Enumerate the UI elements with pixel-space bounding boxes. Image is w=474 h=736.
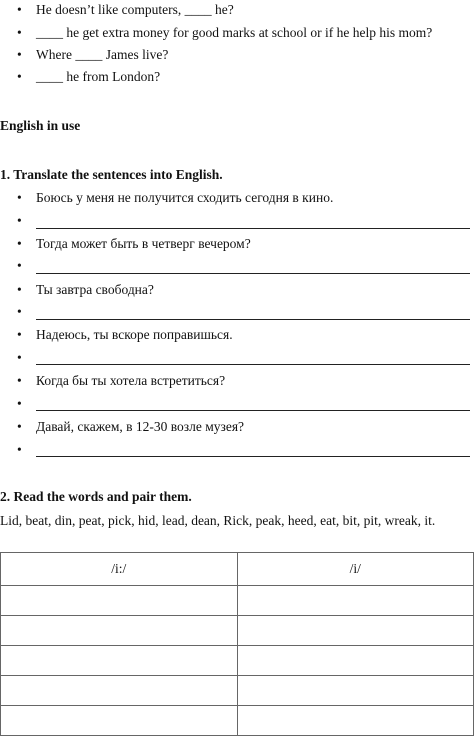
exercise2-title: 2. Read the words and pair them. (0, 489, 192, 504)
table-row (1, 586, 474, 616)
header-short-i: /i/ (237, 553, 474, 586)
table-cell[interactable] (237, 706, 474, 736)
sentence-bullet: • (17, 373, 22, 388)
exercise1-title: 1. Translate the sentences into English. (0, 167, 223, 182)
answer-bullet: • (17, 442, 22, 457)
table-cell[interactable] (237, 616, 474, 646)
table-row (1, 616, 474, 646)
answer-bullet: • (17, 396, 22, 411)
table-cell[interactable] (1, 676, 238, 706)
table-row (1, 646, 474, 676)
table-cell[interactable] (1, 646, 238, 676)
sentence-bullet: • (17, 419, 22, 434)
word-list: Lid, beat, din, peat, pick, hid, lead, dean, Rick, peak, heed, eat, bit, pit, wreak, it. (0, 513, 436, 528)
answer-bullet: • (17, 258, 22, 273)
top-item-bullet: • (17, 25, 22, 40)
table-row (1, 706, 474, 736)
top-item-bullet: • (17, 2, 22, 17)
section-title: English in use (0, 118, 81, 133)
table-cell[interactable] (237, 586, 474, 616)
top-item: ____ he from London? (36, 69, 161, 84)
sentence-bullet: • (17, 327, 22, 342)
answer-line[interactable] (36, 319, 470, 320)
table-cell[interactable] (1, 706, 238, 736)
top-item: Where ____ James live? (36, 47, 169, 62)
sentence-bullet: • (17, 282, 22, 297)
table-header-row (1, 553, 474, 586)
table-cell[interactable] (237, 676, 474, 706)
answer-bullet: • (17, 304, 22, 319)
table-row (1, 676, 474, 706)
sentence-text: Надеюсь, ты вскоре поправишься. (36, 327, 233, 342)
table-cell[interactable] (237, 646, 474, 676)
answer-line[interactable] (36, 364, 470, 365)
answer-line[interactable] (36, 456, 470, 457)
header-long-i: /i:/ (1, 553, 238, 586)
pairing-table (0, 552, 474, 736)
answer-bullet: • (17, 350, 22, 365)
table-cell[interactable] (1, 616, 238, 646)
sentence-text: Ты завтра свободна? (36, 282, 154, 297)
sentence-text: Давай, скажем, в 12-30 возле музея? (36, 419, 245, 434)
answer-line[interactable] (36, 410, 470, 411)
top-item-bullet: • (17, 47, 22, 62)
sentence-bullet: • (17, 190, 22, 205)
answer-line[interactable] (36, 228, 470, 229)
sentence-text: Тогда может быть в четверг вечером? (36, 236, 251, 251)
sentence-text: Когда бы ты хотела встретиться? (36, 373, 226, 388)
top-item: ____ he get extra money for good marks at school or if he help his mom? (36, 25, 433, 40)
answer-bullet: • (17, 213, 22, 228)
sentence-text: Боюсь у меня не получится сходить сегодня в кино. (36, 190, 334, 205)
top-item-bullet: • (17, 69, 22, 84)
top-item: He doesn’t like computers, ____ he? (36, 2, 234, 17)
answer-line[interactable] (36, 273, 470, 274)
table-cell[interactable] (1, 586, 238, 616)
sentence-bullet: • (17, 236, 22, 251)
